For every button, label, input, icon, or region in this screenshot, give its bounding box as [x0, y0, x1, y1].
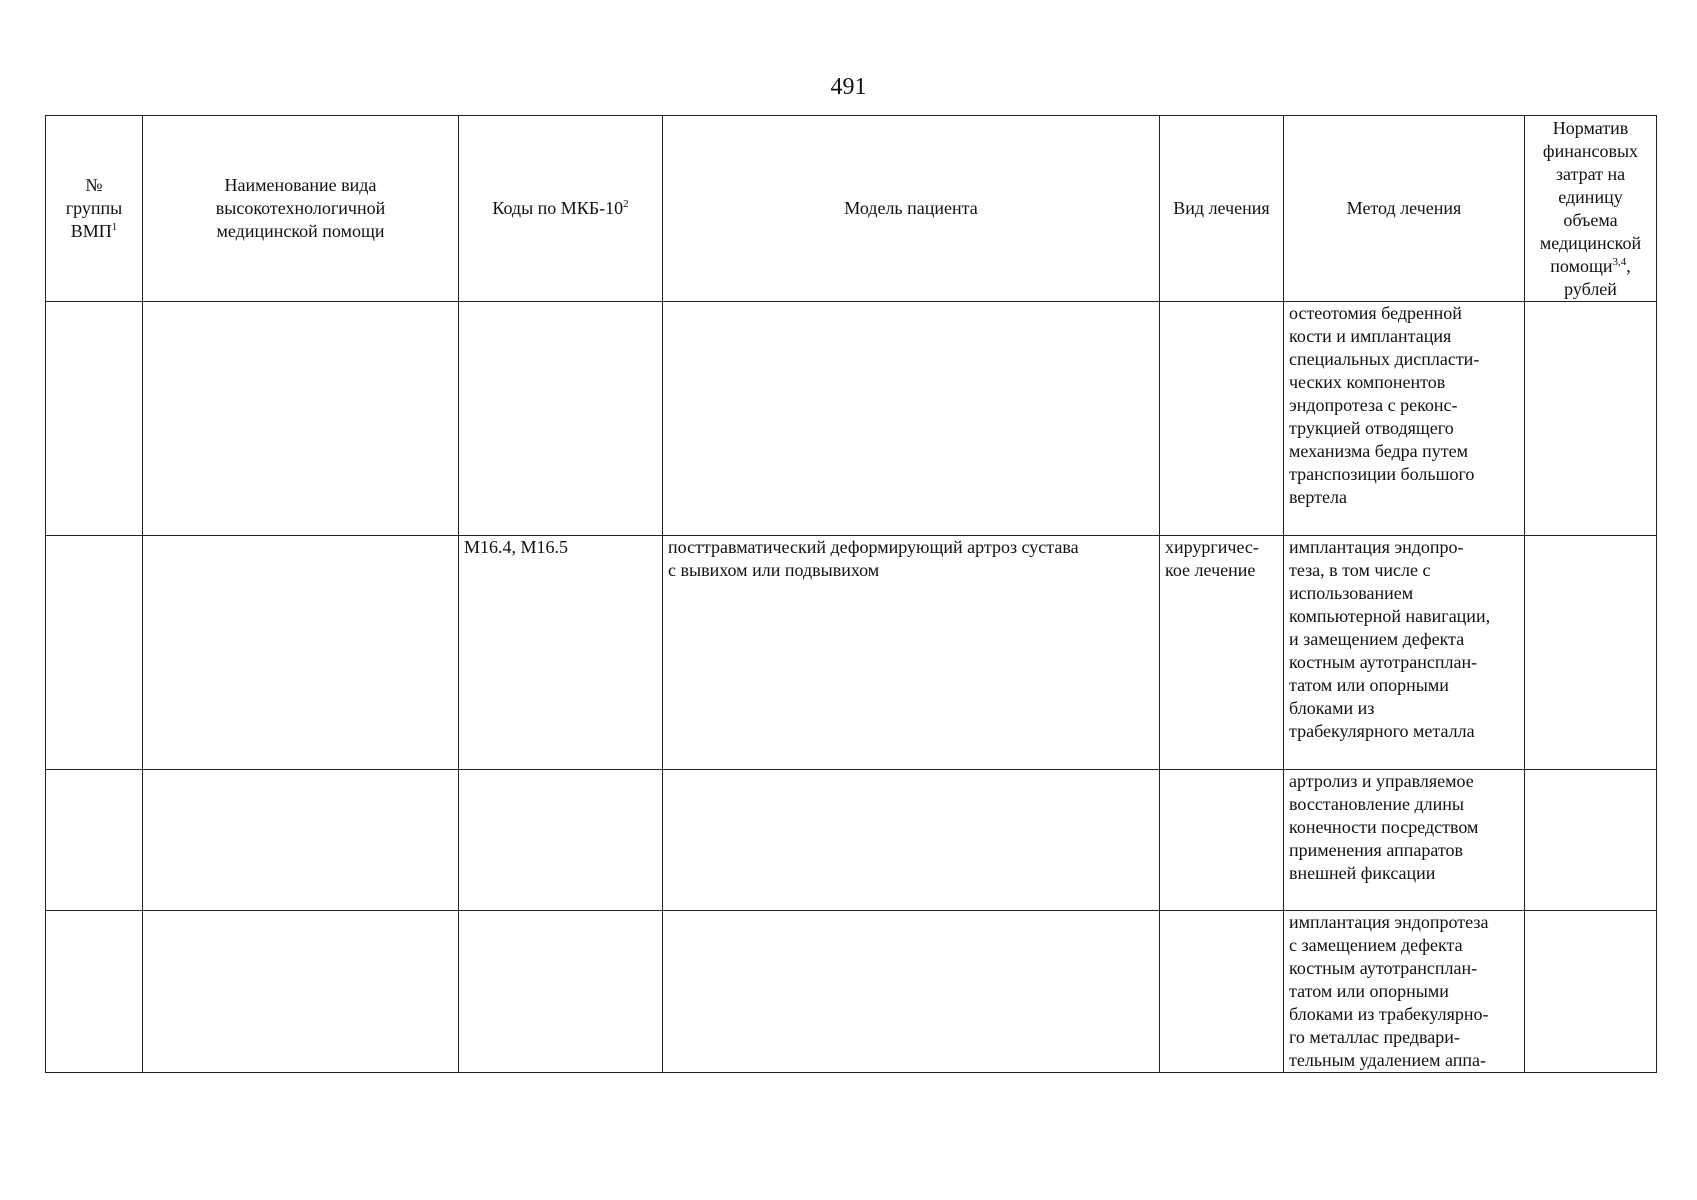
cell-model: посттравматический деформирующий артроз сустава с вывихом или подвывихом	[663, 536, 1160, 770]
header-treatment-method: Метод лечения	[1284, 116, 1525, 302]
cell-model	[663, 911, 1160, 1073]
cell-type	[1160, 302, 1284, 536]
cell-model	[663, 770, 1160, 911]
table-row	[46, 770, 1657, 911]
table-header-row	[46, 116, 1657, 302]
cell-name	[143, 770, 459, 911]
cell-group	[46, 911, 143, 1073]
cell-cost	[1525, 302, 1657, 536]
cell-cost	[1525, 536, 1657, 770]
treatment-table	[45, 115, 1657, 1073]
cell-model	[663, 302, 1160, 536]
cell-group	[46, 536, 143, 770]
cell-group	[46, 770, 143, 911]
table-row	[46, 302, 1657, 536]
header-cost-standard: Норматив финансовых затрат на единицу объема медицинской помощи$^{3,4}$, рублей	[1525, 116, 1657, 302]
cell-method: остеотомия бедренной кости и имплантация специальных диспласти- ческих компонентов эндопротеза с реконс- трукцией отводящего механизма бедра путем транспозиции большого вертела	[1284, 302, 1525, 536]
page-number: 491	[830, 74, 867, 100]
cell-type	[1160, 770, 1284, 911]
cell-name	[143, 536, 459, 770]
cell-name	[143, 911, 459, 1073]
header-icd-codes: Коды по МКБ-$10^2$	[459, 116, 663, 302]
cell-codes	[459, 770, 663, 911]
header-patient-model: Модель пациента	[663, 116, 1160, 302]
header-treatment-type: Вид лечения	[1160, 116, 1284, 302]
header-care-type-name: Наименование вида высокотехнологичной медицинской помощи	[143, 116, 459, 302]
table-row	[46, 536, 1657, 770]
cell-codes	[459, 302, 663, 536]
cell-group	[46, 302, 143, 536]
cell-name	[143, 302, 459, 536]
cell-cost	[1525, 911, 1657, 1073]
cell-method: имплантация эндопротеза с замещением дефекта костным аутотрансплан- татом или опорными блоками из трабекулярно- го металлас предвари- тельным удалением аппа-	[1284, 911, 1525, 1073]
header-group-number: № группы ВМП$^1$	[46, 116, 143, 302]
cell-type	[1160, 911, 1284, 1073]
cell-cost	[1525, 770, 1657, 911]
cell-codes	[459, 911, 663, 1073]
cell-method: имплантация эндопро- теза, в том числе с использованием компьютерной навигации, и замещением дефекта костным аутотрансплан- татом или опорными блоками из трабекулярного металла	[1284, 536, 1525, 770]
cell-type: хирургичес- кое лечение	[1160, 536, 1284, 770]
table-row	[46, 911, 1657, 1073]
cell-method: артролиз и управляемое восстановление длины конечности посредством применения аппаратов внешней фиксации	[1284, 770, 1525, 911]
cell-codes: М16.4, М16.5	[459, 536, 663, 770]
